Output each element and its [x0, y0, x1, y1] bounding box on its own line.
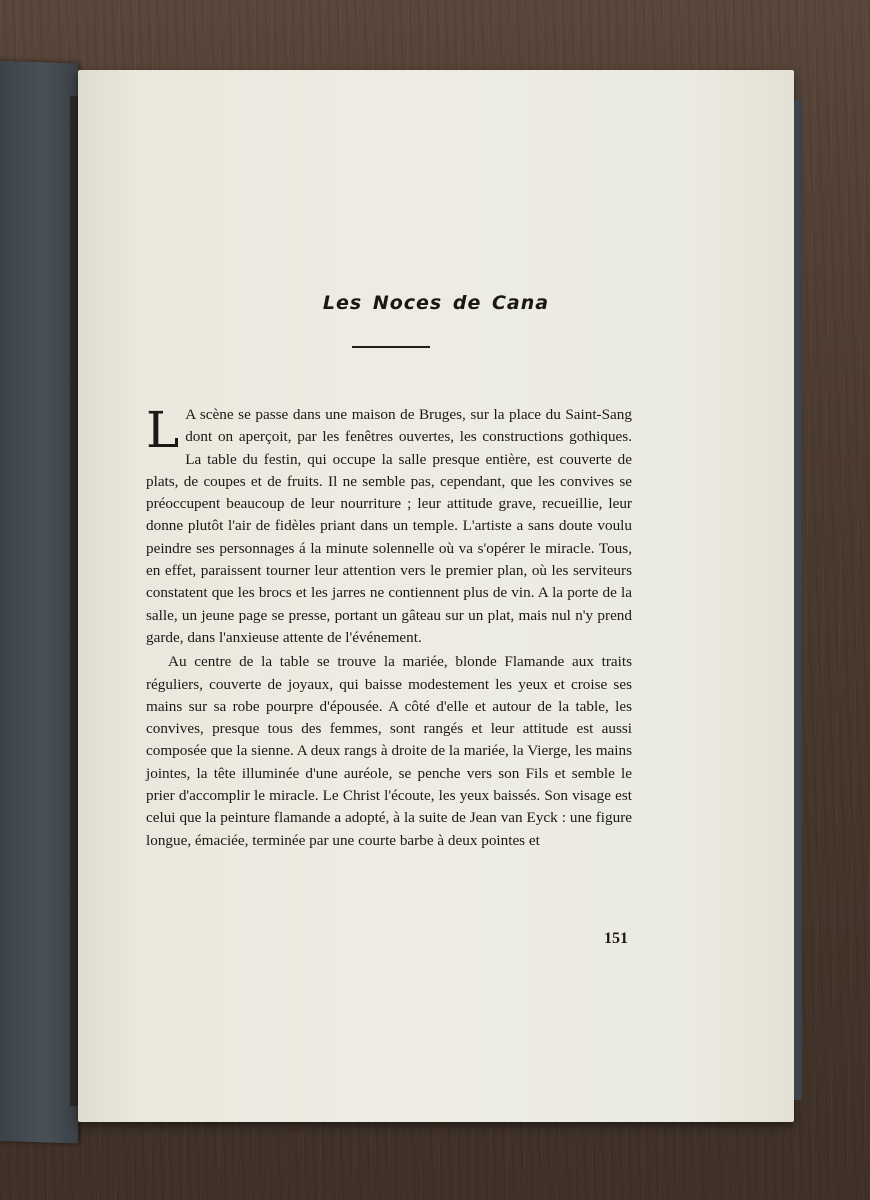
- paragraph-2: Au centre de la table se trouve la mariée, blonde Flamande aux traits réguliers, couverte de joyaux, qui baisse modestement les yeux et croise ses mains sur sa robe pourpre d'épousée. A côté d'elle et autour de la table, les convives, presque tous des femmes, sont rangés et leur attitude est aussi composée que la sienne. A deux rangs à droite de la mariée, la Vierge, les mains jointes, la tête illuminée d'une auréole, se penche vers son Fils et semble le prier d'accomplir le miracle. Le Christ l'écoute, les yeux baissés. Son visage est celui que la peinture flamande a adopté, à la suite de Jean van Eyck : une figure longue, émaciée, terminée par une courte barbe à deux pointes et: [146, 653, 632, 849]
- drop-cap: L: [146, 401, 180, 459]
- body-text: [146, 401, 632, 852]
- page-number: 151: [604, 930, 628, 947]
- title-rule: [352, 346, 430, 348]
- book-left-cover: [0, 60, 78, 1143]
- paragraph-1: [146, 401, 632, 649]
- paragraph-1-text: A scène se passe dans une maison de Bruges, sur la place du Saint-Sang dont on aperçoit, par les fenêtres ouvertes, les constructions gothiques. La table du festin, qui occupe la salle presque entière, est couverte de plats, de coupes et de fruits. Il ne semble pas, cependant, que les convives se préoccupent beaucoup de leur nourriture ; leur attitude grave, recueillie, leur donne plutôt l'air de fidèles priant dans un temple. L'artiste a sans doute voulu peindre ses personnages á la minute solennelle où va s'opérer le miracle. Tous, en effet, paraissent tourner leur attention vers le premier plan, où les serviteurs constatent que les brocs et les jarres ne contiennent plus de vin. A la porte de la salle, un jeune page se presse, portant un gâteau sur un plat, mais nul n'y prend garde, dans l'anxieuse attente de l'événement.: [146, 406, 632, 646]
- chapter-title: Les Noces de Cana: [322, 292, 550, 314]
- book-page: [78, 70, 794, 1122]
